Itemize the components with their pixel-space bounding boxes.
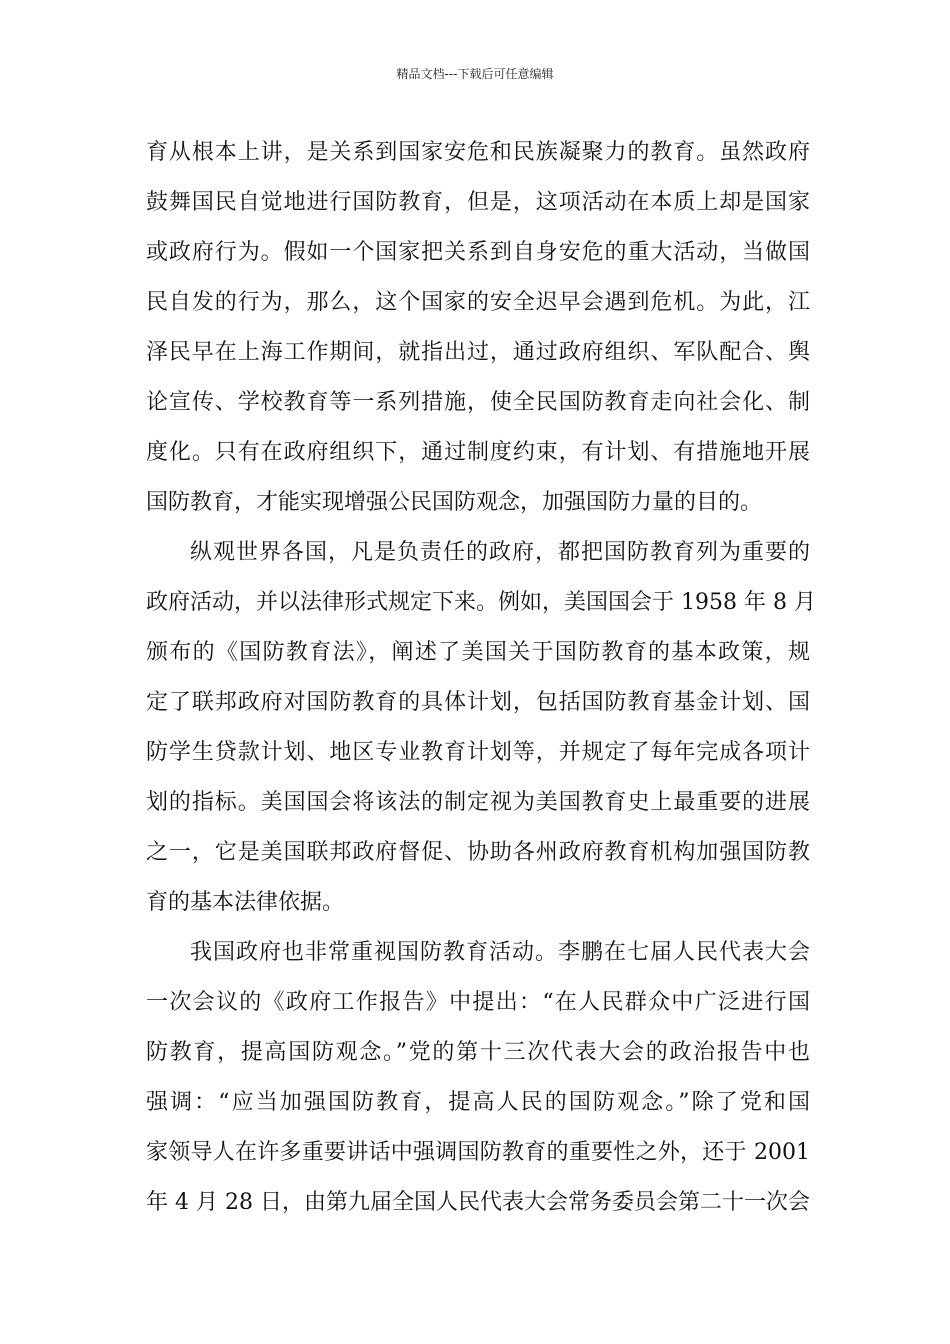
- paragraph-1-line-7: 度化。只有在政府组织下，通过制度约束，有计划、有措施地开展: [146, 440, 810, 465]
- paragraph-3-line-4: 强调：“应当加强国防教育，提高人民的国防观念。”除了党和国: [146, 1090, 810, 1115]
- paragraph-2-line-2: 政府活动，并以法律形式规定下来。例如，美国国会于 1958 年 8 月: [146, 590, 816, 615]
- paragraph-1-line-6: 论宣传、学校教育等一系列措施，使全民国防教育走向社会化、制: [146, 390, 810, 415]
- paragraph-2-line-6: 划的指标。美国国会将该法的制定视为美国教育史上最重要的进展: [146, 790, 810, 815]
- paragraph-2-line-8: 育的基本法律依据。: [146, 890, 345, 915]
- paragraph-3-line-5: 家领导人在许多重要讲话中强调国防教育的重要性之外，还于 2001: [146, 1140, 810, 1165]
- paragraph-2-line-7: 之一，它是美国联邦政府督促、协助各州政府教育机构加强国防教: [146, 840, 810, 865]
- paragraph-3-line-6: 年 4 月 28 日，由第九届全国人民代表大会常务委员会第二十一次会: [146, 1190, 810, 1215]
- paragraph-3-line-1: 我国政府也非常重视国防教育活动。李鹏在七届人民代表大会: [190, 940, 810, 965]
- paragraph-1-line-5: 泽民早在上海工作期间，就指出过，通过政府组织、军队配合、舆: [146, 340, 810, 365]
- paragraph-1-line-8: 国防教育，才能实现增强公民国防观念，加强国防力量的目的。: [146, 490, 763, 515]
- paragraph-2-line-3: 颁布的《国防教育法》，阐述了美国关于国防教育的基本政策，规: [146, 640, 810, 665]
- paragraph-1-line-3: 或政府行为。假如一个国家把关系到自身安危的重大活动，当做国: [146, 240, 810, 265]
- paragraph-1-line-2: 鼓舞国民自觉地进行国防教育，但是，这项活动在本质上却是国家: [146, 190, 810, 215]
- paragraph-3-line-2: 一次会议的《政府工作报告》中提出：“在人民群众中广泛进行国: [146, 990, 810, 1015]
- paragraph-1-line-4: 民自发的行为，那么，这个国家的安全迟早会遇到危机。为此，江: [146, 290, 810, 315]
- paragraph-2-line-1: 纵观世界各国，凡是负责任的政府，都把国防教育列为重要的: [190, 540, 810, 565]
- document-body: [146, 128, 816, 1228]
- page-header: 精品文档---下载后可任意编辑: [396, 67, 554, 81]
- paragraph-2-line-5: 防学生贷款计划、地区专业教育计划等，并规定了每年完成各项计: [146, 740, 810, 765]
- paragraph-2-line-4: 定了联邦政府对国防教育的具体计划，包括国防教育基金计划、国: [146, 690, 810, 715]
- paragraph-1-line-1: 育从根本上讲，是关系到国家安危和民族凝聚力的教育。虽然政府: [146, 140, 810, 165]
- paragraph-3-line-3: 防教育，提高国防观念。”党的第十三次代表大会的政治报告中也: [146, 1040, 810, 1065]
